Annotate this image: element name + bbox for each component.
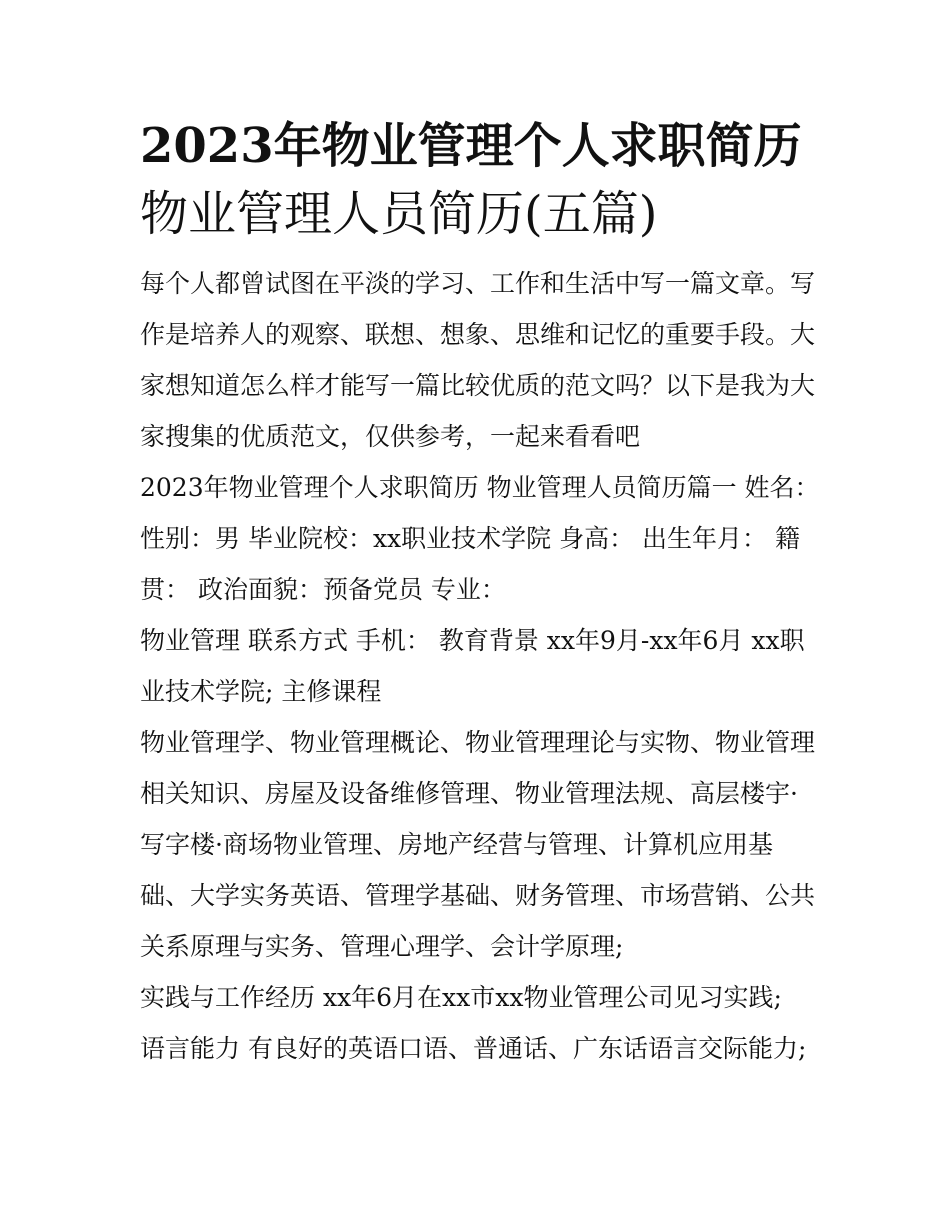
document-page (140, 112, 820, 1074)
text-line: 贯： 政治面貌：预备党员 专业： (140, 575, 506, 604)
personal-info-paragraph (140, 462, 820, 615)
language-ability-paragraph (140, 1023, 820, 1074)
title-line-2: 物业管理人员简历(五篇) (140, 186, 658, 242)
experience-paragraph (140, 972, 820, 1023)
title-line-1: 2023年物业管理个人求职简历 (140, 118, 802, 174)
text-line: 相关知识、房屋及设备维修管理、物业管理法规、高层楼宇· (140, 779, 798, 808)
text-line: 家搜集的优质范文，仅供参考，一起来看看吧 (140, 422, 641, 451)
text-line: 写字楼·商场物业管理、房地产经营与管理、计算机应用基 (140, 830, 773, 859)
text-line: 础、大学实务英语、管理学基础、财务管理、市场营销、公共 (140, 881, 816, 910)
text-line: 物业管理学、物业管理概论、物业管理理论与实物、物业管理 (140, 728, 816, 757)
education-paragraph (140, 615, 820, 717)
document-title (140, 112, 820, 248)
text-line: 每个人都曾试图在平淡的学习、工作和生活中写一篇文章。写 (140, 269, 816, 298)
text-line: 实践与工作经历 xx年6月在xx市xx物业管理公司见习实践; (140, 983, 782, 1012)
text-line: 业技术学院; 主修课程 (140, 677, 382, 706)
text-line: 家想知道怎么样才能写一篇比较优质的范文吗？以下是我为大 (140, 371, 816, 400)
text-line: 2023年物业管理个人求职简历 物业管理人员简历篇一 姓名： (140, 473, 820, 502)
text-line: 关系原理与实务、管理心理学、会计学原理; (140, 932, 624, 961)
text-line: 性别：男 毕业院校：xx职业技术学院 身高： 出生年月： 籍 (140, 524, 800, 553)
text-line: 语言能力 有良好的英语口语、普通话、广东话语言交际能力; (140, 1034, 807, 1063)
text-line: 物业管理 联系方式 手机： 教育背景 xx年9月-xx年6月 xx职 (140, 626, 805, 655)
text-line: 作是培养人的观察、联想、想象、思维和记忆的重要手段。大 (140, 320, 816, 349)
intro-paragraph (140, 258, 820, 462)
courses-paragraph (140, 717, 820, 972)
